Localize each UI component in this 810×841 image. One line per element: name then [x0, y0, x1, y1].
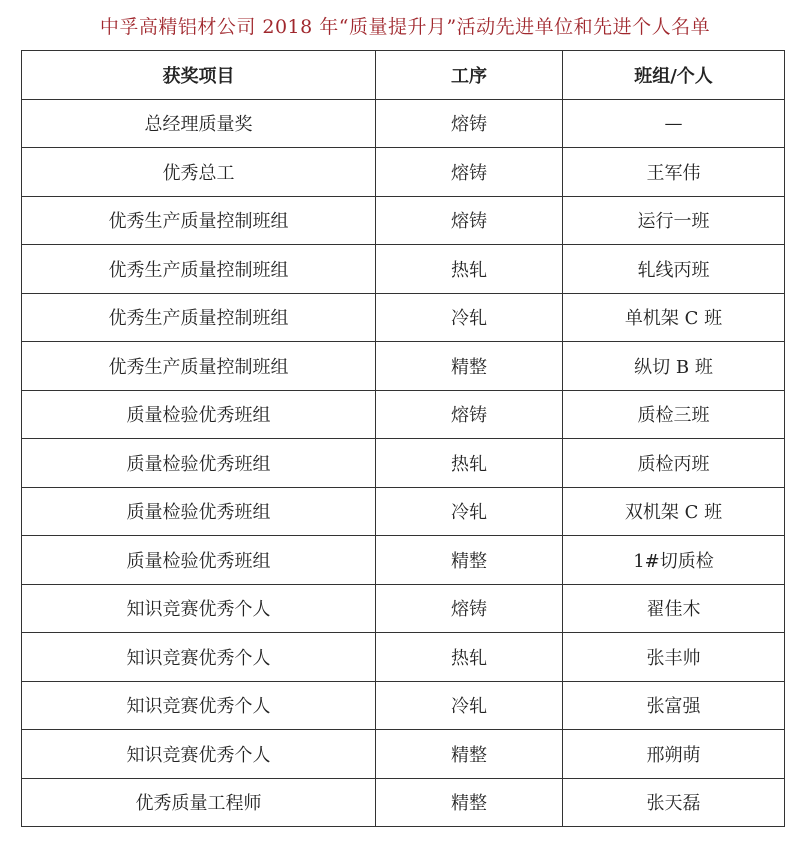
team-cell: 邢朔萌 [563, 730, 785, 779]
award-cell: 优秀总工 [22, 148, 376, 197]
table-row [22, 390, 785, 439]
award-cell: 优秀质量工程师 [22, 778, 376, 827]
award-cell: 优秀生产质量控制班组 [22, 342, 376, 391]
table-row [22, 730, 785, 779]
team-cell: 双机架 C 班 [563, 487, 785, 536]
team-cell: 质检丙班 [563, 439, 785, 488]
table-row [22, 342, 785, 391]
team-cell: 翟佳木 [563, 584, 785, 633]
table-row [22, 148, 785, 197]
process-cell: 精整 [376, 730, 563, 779]
process-cell: 热轧 [376, 633, 563, 682]
award-cell: 优秀生产质量控制班组 [22, 245, 376, 294]
table-row [22, 196, 785, 245]
team-cell: 张丰帅 [563, 633, 785, 682]
team-cell: — [563, 99, 785, 148]
team-cell: 运行一班 [563, 196, 785, 245]
award-cell: 优秀生产质量控制班组 [22, 196, 376, 245]
process-cell: 热轧 [376, 439, 563, 488]
process-cell: 冷轧 [376, 681, 563, 730]
process-cell: 熔铸 [376, 148, 563, 197]
header-award-item: 获奖项目 [22, 51, 376, 100]
process-cell: 熔铸 [376, 196, 563, 245]
award-cell: 知识竞赛优秀个人 [22, 584, 376, 633]
table-row [22, 99, 785, 148]
award-cell: 质量检验优秀班组 [22, 439, 376, 488]
table-row [22, 439, 785, 488]
process-cell: 精整 [376, 342, 563, 391]
table-row [22, 778, 785, 827]
team-cell: 纵切 B 班 [563, 342, 785, 391]
process-cell: 精整 [376, 778, 563, 827]
award-cell: 总经理质量奖 [22, 99, 376, 148]
table-row [22, 584, 785, 633]
team-cell: 质检三班 [563, 390, 785, 439]
team-cell: 张天磊 [563, 778, 785, 827]
process-cell: 热轧 [376, 245, 563, 294]
award-cell: 优秀生产质量控制班组 [22, 293, 376, 342]
award-cell: 质量检验优秀班组 [22, 390, 376, 439]
team-cell: 1#切质检 [563, 536, 785, 585]
header-team-person: 班组/个人 [563, 51, 785, 100]
process-cell: 冷轧 [376, 293, 563, 342]
table-header-row [22, 51, 785, 100]
award-cell: 知识竞赛优秀个人 [22, 730, 376, 779]
table-row [22, 633, 785, 682]
process-cell: 精整 [376, 536, 563, 585]
award-cell: 质量检验优秀班组 [22, 487, 376, 536]
award-cell: 质量检验优秀班组 [22, 536, 376, 585]
process-cell: 熔铸 [376, 584, 563, 633]
header-process: 工序 [376, 51, 563, 100]
award-cell: 知识竞赛优秀个人 [22, 633, 376, 682]
process-cell: 冷轧 [376, 487, 563, 536]
team-cell: 轧线丙班 [563, 245, 785, 294]
table-row [22, 293, 785, 342]
team-cell: 张富强 [563, 681, 785, 730]
team-cell: 王军伟 [563, 148, 785, 197]
table-row [22, 487, 785, 536]
awards-table [21, 50, 785, 827]
award-cell: 知识竞赛优秀个人 [22, 681, 376, 730]
process-cell: 熔铸 [376, 99, 563, 148]
process-cell: 熔铸 [376, 390, 563, 439]
page-title: 中孚高精铝材公司 2018 年“质量提升月”活动先进单位和先进个人名单 [99, 16, 711, 38]
table-row [22, 536, 785, 585]
table-row [22, 681, 785, 730]
table-row [22, 245, 785, 294]
team-cell: 单机架 C 班 [563, 293, 785, 342]
